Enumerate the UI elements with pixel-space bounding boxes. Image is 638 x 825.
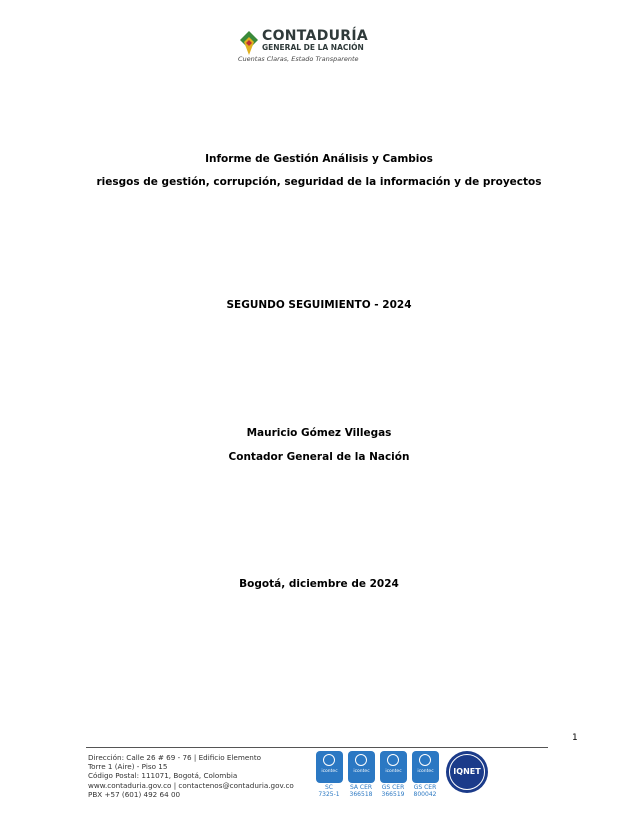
contaduria-logo: [238, 28, 369, 66]
followup-label: SEGUNDO SEGUIMIENTO - 2024: [226, 299, 412, 311]
badge-code: GS CER 800042: [413, 784, 437, 798]
footer-line: Código Postal: 111071, Bogotá, Colombia: [88, 771, 238, 781]
icontec-badge-icon: [348, 751, 375, 783]
footer-line: www.contaduria.gov.co | contactenos@contaduria.gov.co: [88, 780, 294, 790]
badge-label: icontec: [417, 769, 434, 774]
footer-line: Dirección: Calle 26 # 69 - 76 | Edificio Elemento: [88, 753, 262, 762]
icontec-badge-icon: [316, 751, 343, 783]
footer-line: PBX +57 (601) 492 64 00: [88, 789, 181, 799]
footer-line: Torre 1 (Aire) - Piso 15: [88, 762, 168, 772]
badge-code: GS CER 366519: [381, 784, 405, 798]
badge-label: icontec: [353, 769, 370, 774]
page-number: 1: [572, 733, 578, 743]
logo-subtitle: GENERAL DE LA NACIÓN: [262, 43, 364, 52]
badge-label: icontec: [385, 769, 402, 774]
author-role: Contador General de la Nación: [228, 451, 410, 463]
logo-tagline: Cuentas Claras, Estado Transparente: [238, 55, 359, 63]
badge-code: SC 7325-1: [318, 784, 340, 798]
report-subtitle-topics: riesgos de gestión, corrupción, seguridad de la información y de proyectos: [96, 176, 542, 188]
logo-emblem-icon: [238, 30, 260, 56]
place-date: Bogotá, diciembre de 2024: [239, 578, 399, 590]
icontec-badge-icon: [380, 751, 407, 783]
badge-label: icontec: [321, 769, 338, 774]
author-name: Mauricio Gómez Villegas: [246, 427, 392, 439]
icontec-badge-icon: [412, 751, 439, 783]
badge-code: SA CER 366518: [349, 784, 373, 798]
iqnet-badge-icon: [446, 751, 488, 793]
footer-divider: [86, 747, 548, 748]
report-title: Informe de Gestión Análisis y Cambios: [205, 153, 433, 165]
iqnet-label: IQNET: [453, 767, 481, 776]
logo-name: CONTADURÍA: [262, 28, 369, 44]
footer-address: [88, 753, 294, 799]
